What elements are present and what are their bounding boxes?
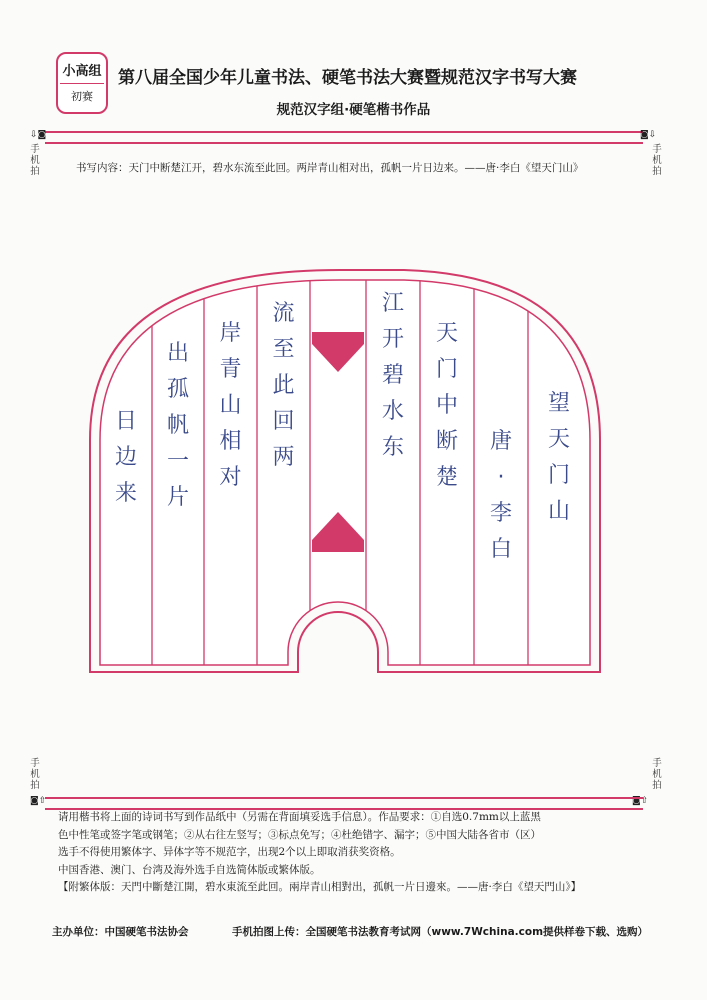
corner-label-bottom-right: 手机拍 [652, 758, 662, 791]
handwriting-column: 天门中断楚 [435, 321, 459, 490]
stage-label: 初赛 [71, 90, 93, 103]
camera-icon: ⇩◙ [30, 130, 47, 140]
camera-icon: ◙⇧ [30, 796, 47, 806]
handwriting-column: 唐·李白 [489, 429, 513, 562]
rules-line: 中国香港、澳门、台湾及海外选手自选简体版或繁体版。 [58, 863, 321, 876]
organizer: 主办单位：中国硬笔书法协会 [52, 926, 189, 938]
page-title: 第八届全国少年儿童书法、硬笔书法大赛暨规范汉字书写大赛 [118, 68, 577, 88]
writing-content-line: 书写内容：天门中断楚江开，碧水东流至此回。两岸青山相对出，孤帆一片日边来。——唐·李白《望天门山》 [76, 162, 584, 174]
handwriting-column: 流至此回两 [272, 301, 295, 470]
rules-text [58, 809, 658, 897]
handwriting-column: 岸青山相对 [219, 321, 242, 490]
camera-icon: ◙⇧ [632, 796, 649, 806]
rules-line: 选手不得使用繁体字、异体字等不规范字，出现2个以上即取消获奖资格。 [58, 846, 401, 858]
rules-line: 色中性笔或签字笔或钢笔；②从右往左竖写；③标点免写；④杜绝错字、漏字；⑤中国大陆各省市（区） [58, 828, 541, 841]
upload-info: 手机拍图上传：全国硬笔书法教育考试网（www.7Wchina.com提供样卷下载、选购） [232, 926, 649, 938]
corner-label-top-left: 手机拍 [30, 144, 40, 177]
handwriting-column: 出孤帆一片 [166, 341, 190, 510]
handwriting-column: 日边来 [114, 409, 138, 506]
rules-line: 【附繁体版：天門中斷楚江開，碧水東流至此回。兩岸青山相對出，孤帆一片日邊來。——唐·李白《望天門山》】 [58, 881, 582, 893]
group-label: 小高组 [62, 64, 102, 79]
page-subtitle: 规范汉字组·硬笔楷书作品 [276, 102, 431, 118]
corner-label-top-right: 手机拍 [652, 144, 662, 177]
handwriting-column: 江开碧水东 [381, 291, 405, 460]
handwriting-column: 望天门山 [547, 391, 571, 524]
corner-label-bottom-left: 手机拍 [30, 758, 40, 791]
camera-icon: ◙⇩ [640, 130, 657, 140]
rules-line: 请用楷书将上面的诗词书写到作品纸中（另需在背面填妥选手信息）。作品要求：①自选0.7mm以上蓝黑 [58, 811, 541, 823]
